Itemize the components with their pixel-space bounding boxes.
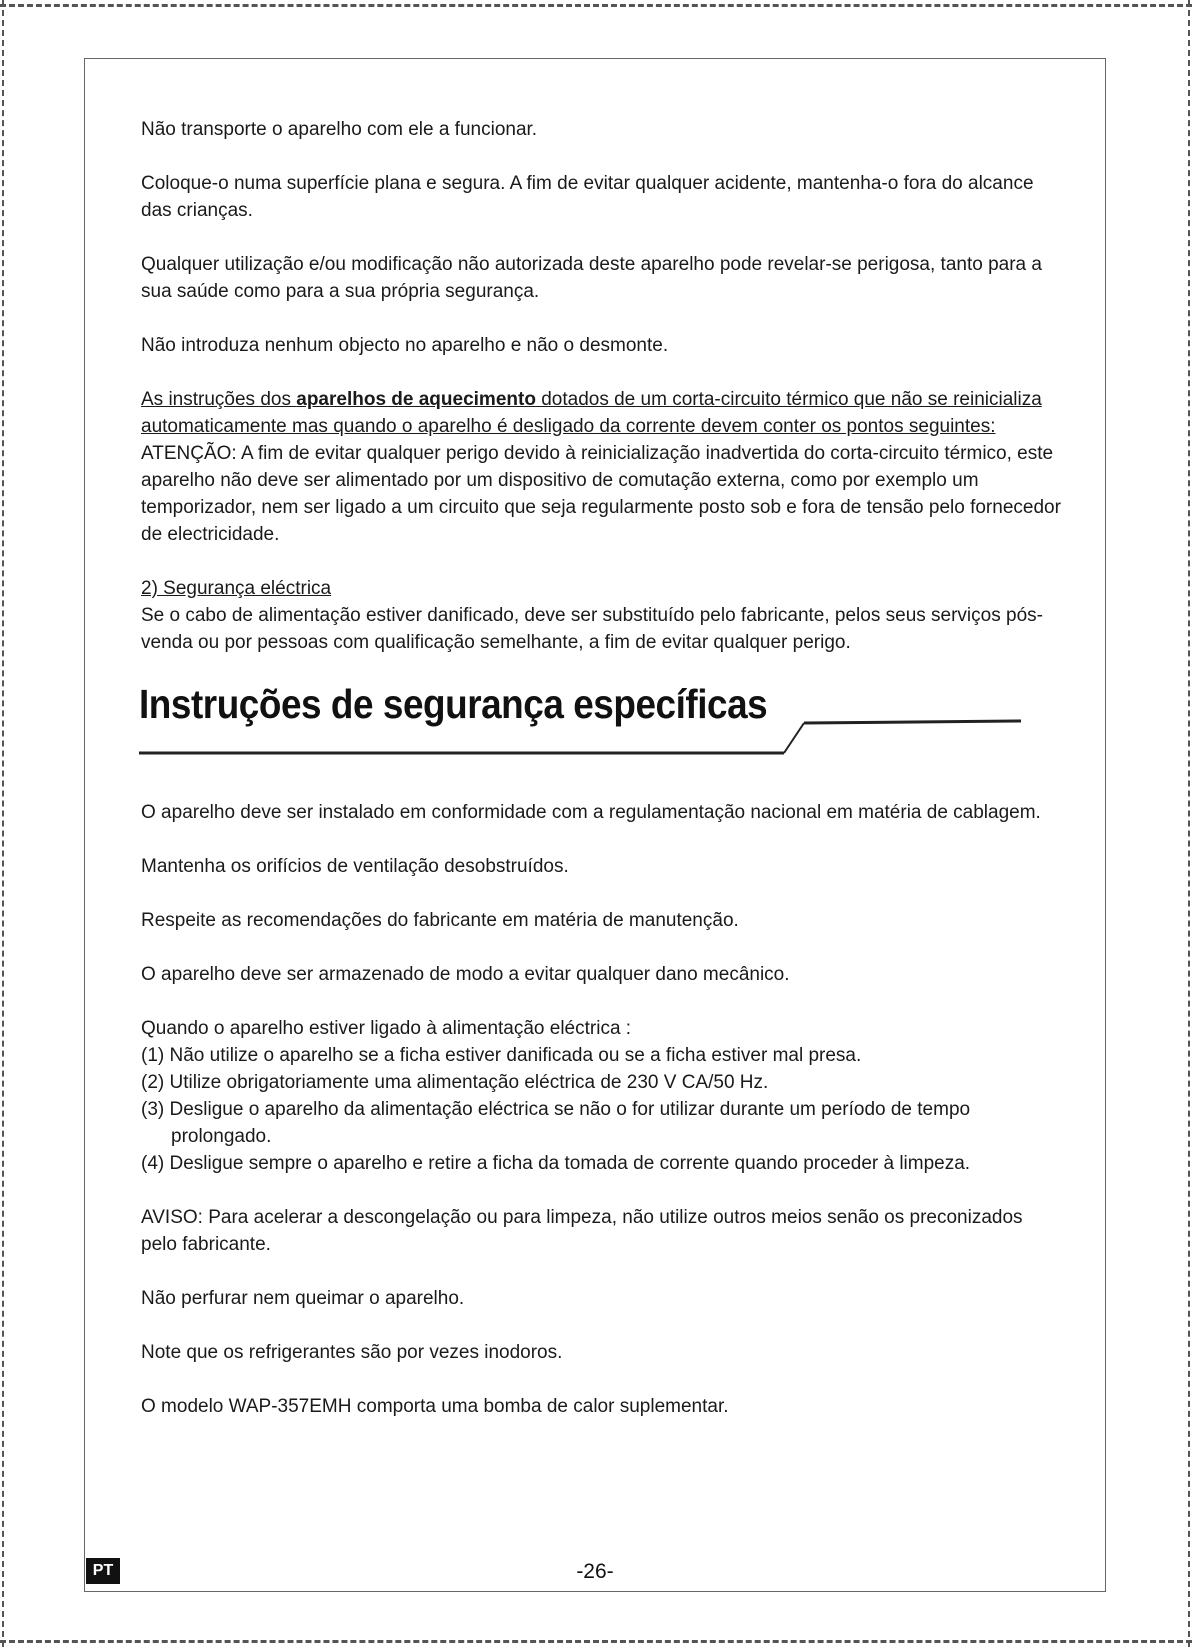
list-intro: Quando o aparelho estiver ligado à alimentação eléctrica : [141, 1018, 632, 1039]
language-badge: PT [86, 1558, 120, 1584]
electrical-safety-title: 2) Segurança eléctrica [141, 578, 332, 599]
paragraph-model: O modelo WAP-357EMH comporta uma bomba de calor suplementar. [141, 1396, 729, 1417]
heading-specific-safety: Instruções de segurança específicas [139, 681, 768, 727]
heating-note-pre: As instruções dos [141, 389, 297, 410]
page-number: -26- [576, 1560, 614, 1583]
paragraph-no-objects: Não introduza nenhum objecto no aparelho e não o desmonte. [141, 335, 669, 356]
power-instructions-list [141, 1042, 1061, 1177]
cut-line-right [1188, 0, 1190, 1647]
paragraph-installation: O aparelho deve ser instalado em conformidade com a regulamentação nacional em matéria de cablagem. [141, 802, 1041, 823]
paragraph-maintenance: Respeite as recomendações do fabricante em matéria de manutenção. [141, 910, 739, 931]
heating-appliance-note [141, 386, 1061, 440]
electrical-safety-text: Se o cabo de alimentação estiver danificado, deve ser substituído pelo fabricante, pelos seus serviços pós-venda ou por pessoas com qualificação semelhante, a fim de evitar qualquer perigo. [141, 605, 1043, 653]
paragraph-storage: O aparelho deve ser armazenado de modo a evitar qualquer dano mecânico. [141, 964, 790, 985]
cut-line-top [0, 4, 1192, 7]
warning-paragraph: ATENÇÃO: A fim de evitar qualquer perigo devido à reinicialização inadvertida do corta-circuito térmico, este aparelho não deve ser alimentado por um dispositivo de comutação externa, como por exemplo um temporizador, nem ser ligado a um circuito que seja regularmente posto sob e fora de tensão pelo fornecedor de electricidade. [141, 443, 1061, 545]
heating-note-bold: aparelhos de aquecimento [296, 389, 536, 410]
paragraph-modification: Qualquer utilização e/ou modificação não autorizada deste aparelho pode revelar-se perigosa, tanto para a sua saúde como para a sua própria segurança. [141, 254, 1042, 302]
list-item: (4) Desligue sempre o aparelho e retire a ficha da tomada de corrente quando proceder à limpeza. [141, 1153, 971, 1174]
list-item: (2) Utilize obrigatoriamente uma alimentação eléctrica de 230 V CA/50 Hz. [141, 1072, 769, 1093]
paragraph-no-perforate: Não perfurar nem queimar o aparelho. [141, 1288, 465, 1309]
aviso-paragraph: AVISO: Para acelerar a descongelação ou para limpeza, não utilize outros meios senão os preconizados pelo fabricante. [141, 1207, 1023, 1255]
cut-line-left [2, 0, 4, 1647]
page-content [141, 116, 1061, 1447]
paragraph-surface: Coloque-o numa superfície plana e segura. A fim de evitar qualquer acidente, mantenha-o fora do alcance das crianças. [141, 173, 1034, 221]
paragraph-refrigerants: Note que os refrigerantes são por vezes inodoros. [141, 1342, 563, 1363]
list-item: (1) Não utilize o aparelho se a ficha estiver danificada ou se a ficha estiver mal presa. [141, 1045, 862, 1066]
heating-note-post: dotados de um corta-circuito térmico que não se reinicializa automaticamente mas quando o aparelho é desligado da corrente devem conter os pontos seguintes: [141, 389, 1042, 437]
paragraph-ventilation: Mantenha os orifícios de ventilação desobstruídos. [141, 856, 569, 877]
paragraph-transport: Não transporte o aparelho com ele a funcionar. [141, 119, 538, 140]
list-item: (3) Desligue o aparelho da alimentação eléctrica se não o for utilizar durante um período de tempo prolongado. [141, 1099, 971, 1147]
section-heading [141, 683, 1061, 775]
cut-line-bottom [0, 1640, 1192, 1643]
